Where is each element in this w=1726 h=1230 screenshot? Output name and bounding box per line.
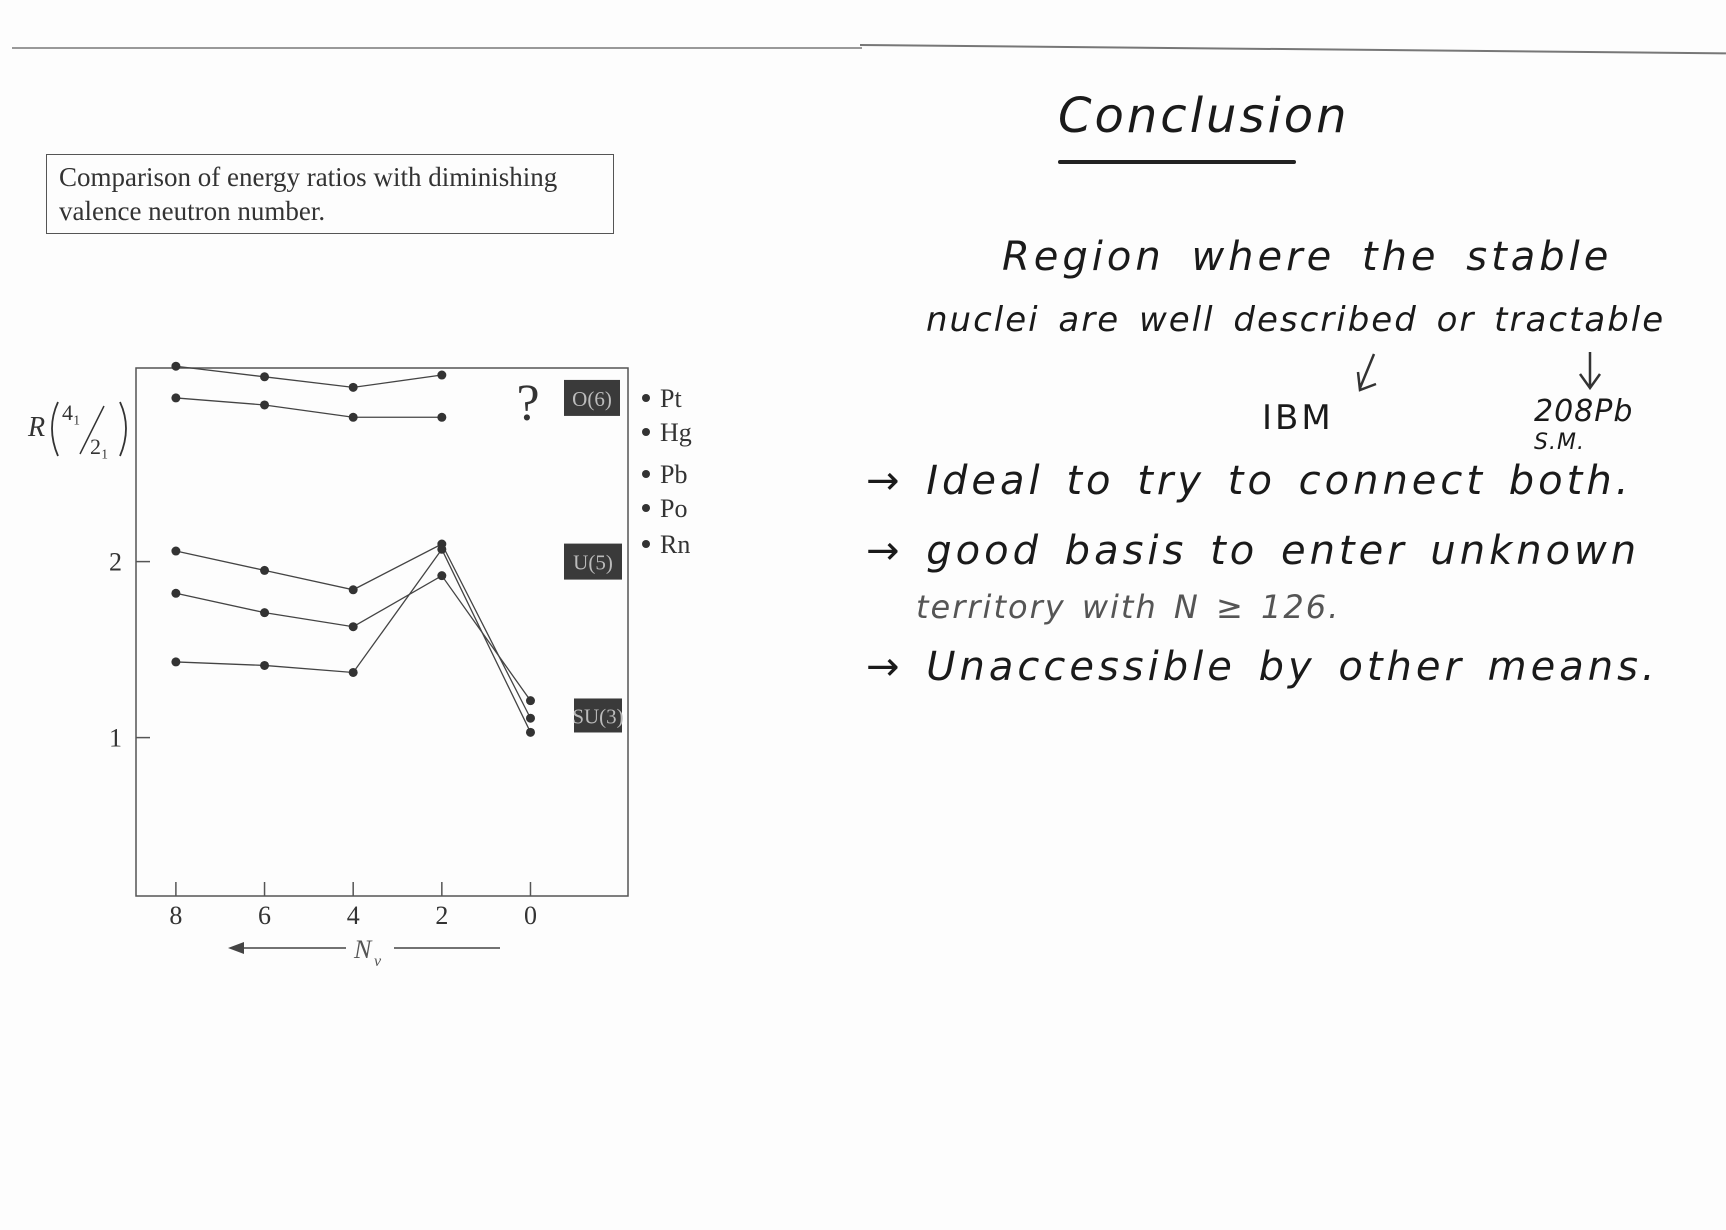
symmetry-label-1: O(6): [572, 386, 612, 411]
legend-label-pt: Pt: [660, 384, 682, 413]
symmetry-label-3: SU(3): [572, 704, 624, 729]
x-axis-label: N: [354, 935, 372, 964]
y-axis-label-r: R: [28, 412, 46, 443]
bullet-ideal: → Ideal to try to connect both.: [866, 458, 1633, 504]
caption-line-2: valence neutron number.: [59, 196, 326, 226]
y-axis-label-denominator: 2₁: [90, 434, 109, 459]
legend-label-po: Po: [660, 494, 688, 523]
bullet-unaccessible: → Unaccessible by other means.: [866, 644, 1659, 690]
x-tick-label: 4: [346, 901, 360, 930]
conclusion-title: Conclusion: [1058, 88, 1350, 144]
arrow-to-208pb: [1580, 352, 1600, 388]
bullet-territory: territory with N ≥ 126.: [916, 588, 1341, 626]
nuclei-line: nuclei are well described or tractable: [926, 300, 1666, 340]
sm-label: S.M.: [1534, 430, 1585, 455]
arrow-to-ibm: [1358, 354, 1376, 390]
pb208-label: 208Pb: [1534, 394, 1634, 429]
x-tick-label: 6: [258, 901, 272, 930]
legend-label-hg: Hg: [660, 418, 692, 447]
question-mark: ?: [516, 374, 540, 432]
legend-label-pb: Pb: [660, 460, 688, 489]
x-axis-label-subscript: ν: [374, 953, 382, 970]
x-tick-label: 0: [523, 901, 537, 930]
y-tick-label: 1: [109, 723, 122, 753]
y-tick-label: 2: [109, 547, 122, 577]
caption-line-1: Comparison of energy ratios with diminishing: [59, 162, 558, 192]
bullet-good-basis: → good basis to enter unknown: [866, 528, 1641, 574]
x-tick-label: 8: [169, 901, 183, 930]
x-tick-label: 2: [435, 901, 449, 930]
ibm-label: IBM: [1262, 398, 1334, 438]
legend-label-rn: Rn: [660, 530, 691, 559]
y-axis-label-numerator: 4₁: [62, 400, 81, 425]
region-line: Region where the stable: [1002, 234, 1613, 280]
symmetry-label-2: U(5): [573, 550, 613, 575]
